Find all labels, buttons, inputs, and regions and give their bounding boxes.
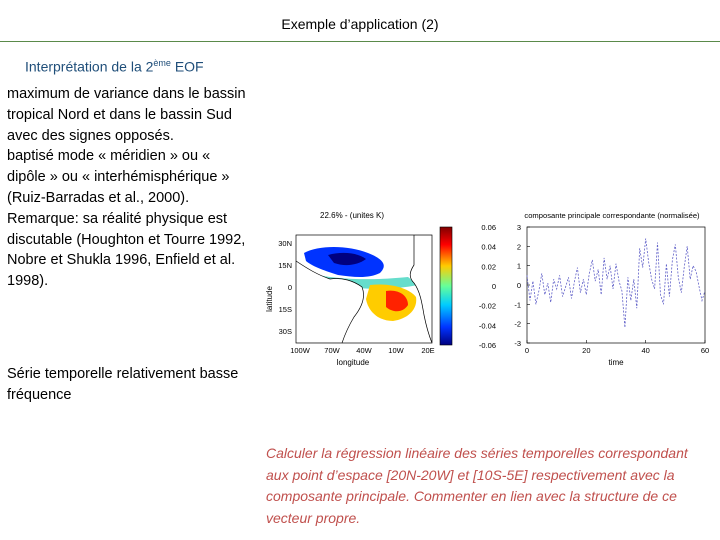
- temporal-series-note: Série temporelle relativement basse fréquence: [7, 366, 239, 403]
- map-xlabel: longitude: [336, 358, 370, 367]
- header-divider: [0, 41, 720, 42]
- chart-xlabel: time: [608, 358, 624, 367]
- map-ytick-label: 15N: [278, 261, 292, 270]
- colorbar-tick-label: -0.04: [478, 321, 496, 331]
- colorbar: [440, 227, 452, 345]
- chart-ytick-label: -3: [514, 339, 521, 348]
- section-title-sup: ème: [153, 58, 171, 68]
- chart-ytick-label: 2: [516, 242, 521, 252]
- section-title: [25, 58, 204, 75]
- chart-xtick-label: 40: [641, 346, 650, 355]
- map-xticks: [290, 346, 434, 355]
- chart-xtick-label: 60: [700, 346, 710, 355]
- principal-component-chart: [500, 205, 720, 367]
- map-yticks: [278, 239, 292, 336]
- map-xtick-label: 20E: [421, 346, 435, 355]
- colorbar-tick-label: 0.02: [481, 262, 496, 272]
- chart-ytick-label: 0: [516, 281, 521, 290]
- map-xtick-label: 100W: [290, 346, 310, 355]
- map-ytick-label: 15S: [278, 305, 292, 314]
- map-title: 22.6% - (unites K): [320, 211, 385, 220]
- map-xtick-label: 40W: [356, 346, 372, 355]
- chart-frame: [527, 227, 705, 343]
- chart-yticks: [514, 223, 530, 348]
- interpretation-text: [7, 84, 252, 292]
- section-title-suffix: EOF: [170, 58, 204, 75]
- exercise-instruction: Calculer la régression linéaire des séries temporelles correspondant aux point d’espace [20N-20W] et [10S-5E] respectivement avec la composante principale. Commenter en lien avec la structure de ce vecteur propre.: [266, 445, 688, 526]
- slide-title: Exemple d’application (2): [281, 16, 439, 32]
- colorbar-tick-label: 0.06: [481, 223, 496, 232]
- map-ylabel: latitude: [265, 286, 274, 312]
- chart-ytick-label: -2: [514, 319, 521, 329]
- chart-xtick-label: 20: [582, 346, 591, 355]
- chart-xticks: [525, 340, 709, 355]
- chart-ytick-label: 3: [516, 223, 521, 232]
- map-ytick-label: 30S: [278, 327, 292, 336]
- chart-ytick-label: -1: [514, 300, 521, 310]
- map-xtick-label: 70W: [324, 346, 340, 355]
- chart-xtick-label: 0: [524, 346, 530, 355]
- paragraph-remark: Remarque: sa réalité physique est discutable (Houghton et Tourre 1992, Nobre et Shukla 1996, Enfield et al. 1998).: [7, 210, 246, 290]
- map-ytick-label: 30N: [278, 239, 292, 248]
- pc-series-line: [527, 239, 705, 328]
- colorbar-tick-label: -0.02: [478, 301, 496, 311]
- colorbar-tick-label: 0.04: [481, 242, 496, 252]
- map-ytick-label: 0: [287, 283, 292, 292]
- chart-ytick-label: 1: [516, 261, 521, 271]
- paragraph-dipole: baptisé mode « méridien » ou « dipôle » ou « interhémisphérique » (Ruiz-Barradas et al., 2000).: [7, 148, 230, 206]
- section-title-prefix: Interprétation de la 2: [25, 58, 154, 75]
- colorbar-ticks: [458, 205, 498, 367]
- chart-title: composante principale correspondante (normalisée): [524, 211, 700, 220]
- eof-map-figure: [258, 205, 468, 367]
- colorbar-tick-label: -0.06: [478, 341, 496, 350]
- colorbar-tick-label: 0: [491, 282, 496, 291]
- paragraph-variance: maximum de variance dans le bassin tropical Nord et dans le bassin Sud avec des signes opposés.: [7, 86, 246, 144]
- map-xtick-label: 10W: [388, 346, 404, 355]
